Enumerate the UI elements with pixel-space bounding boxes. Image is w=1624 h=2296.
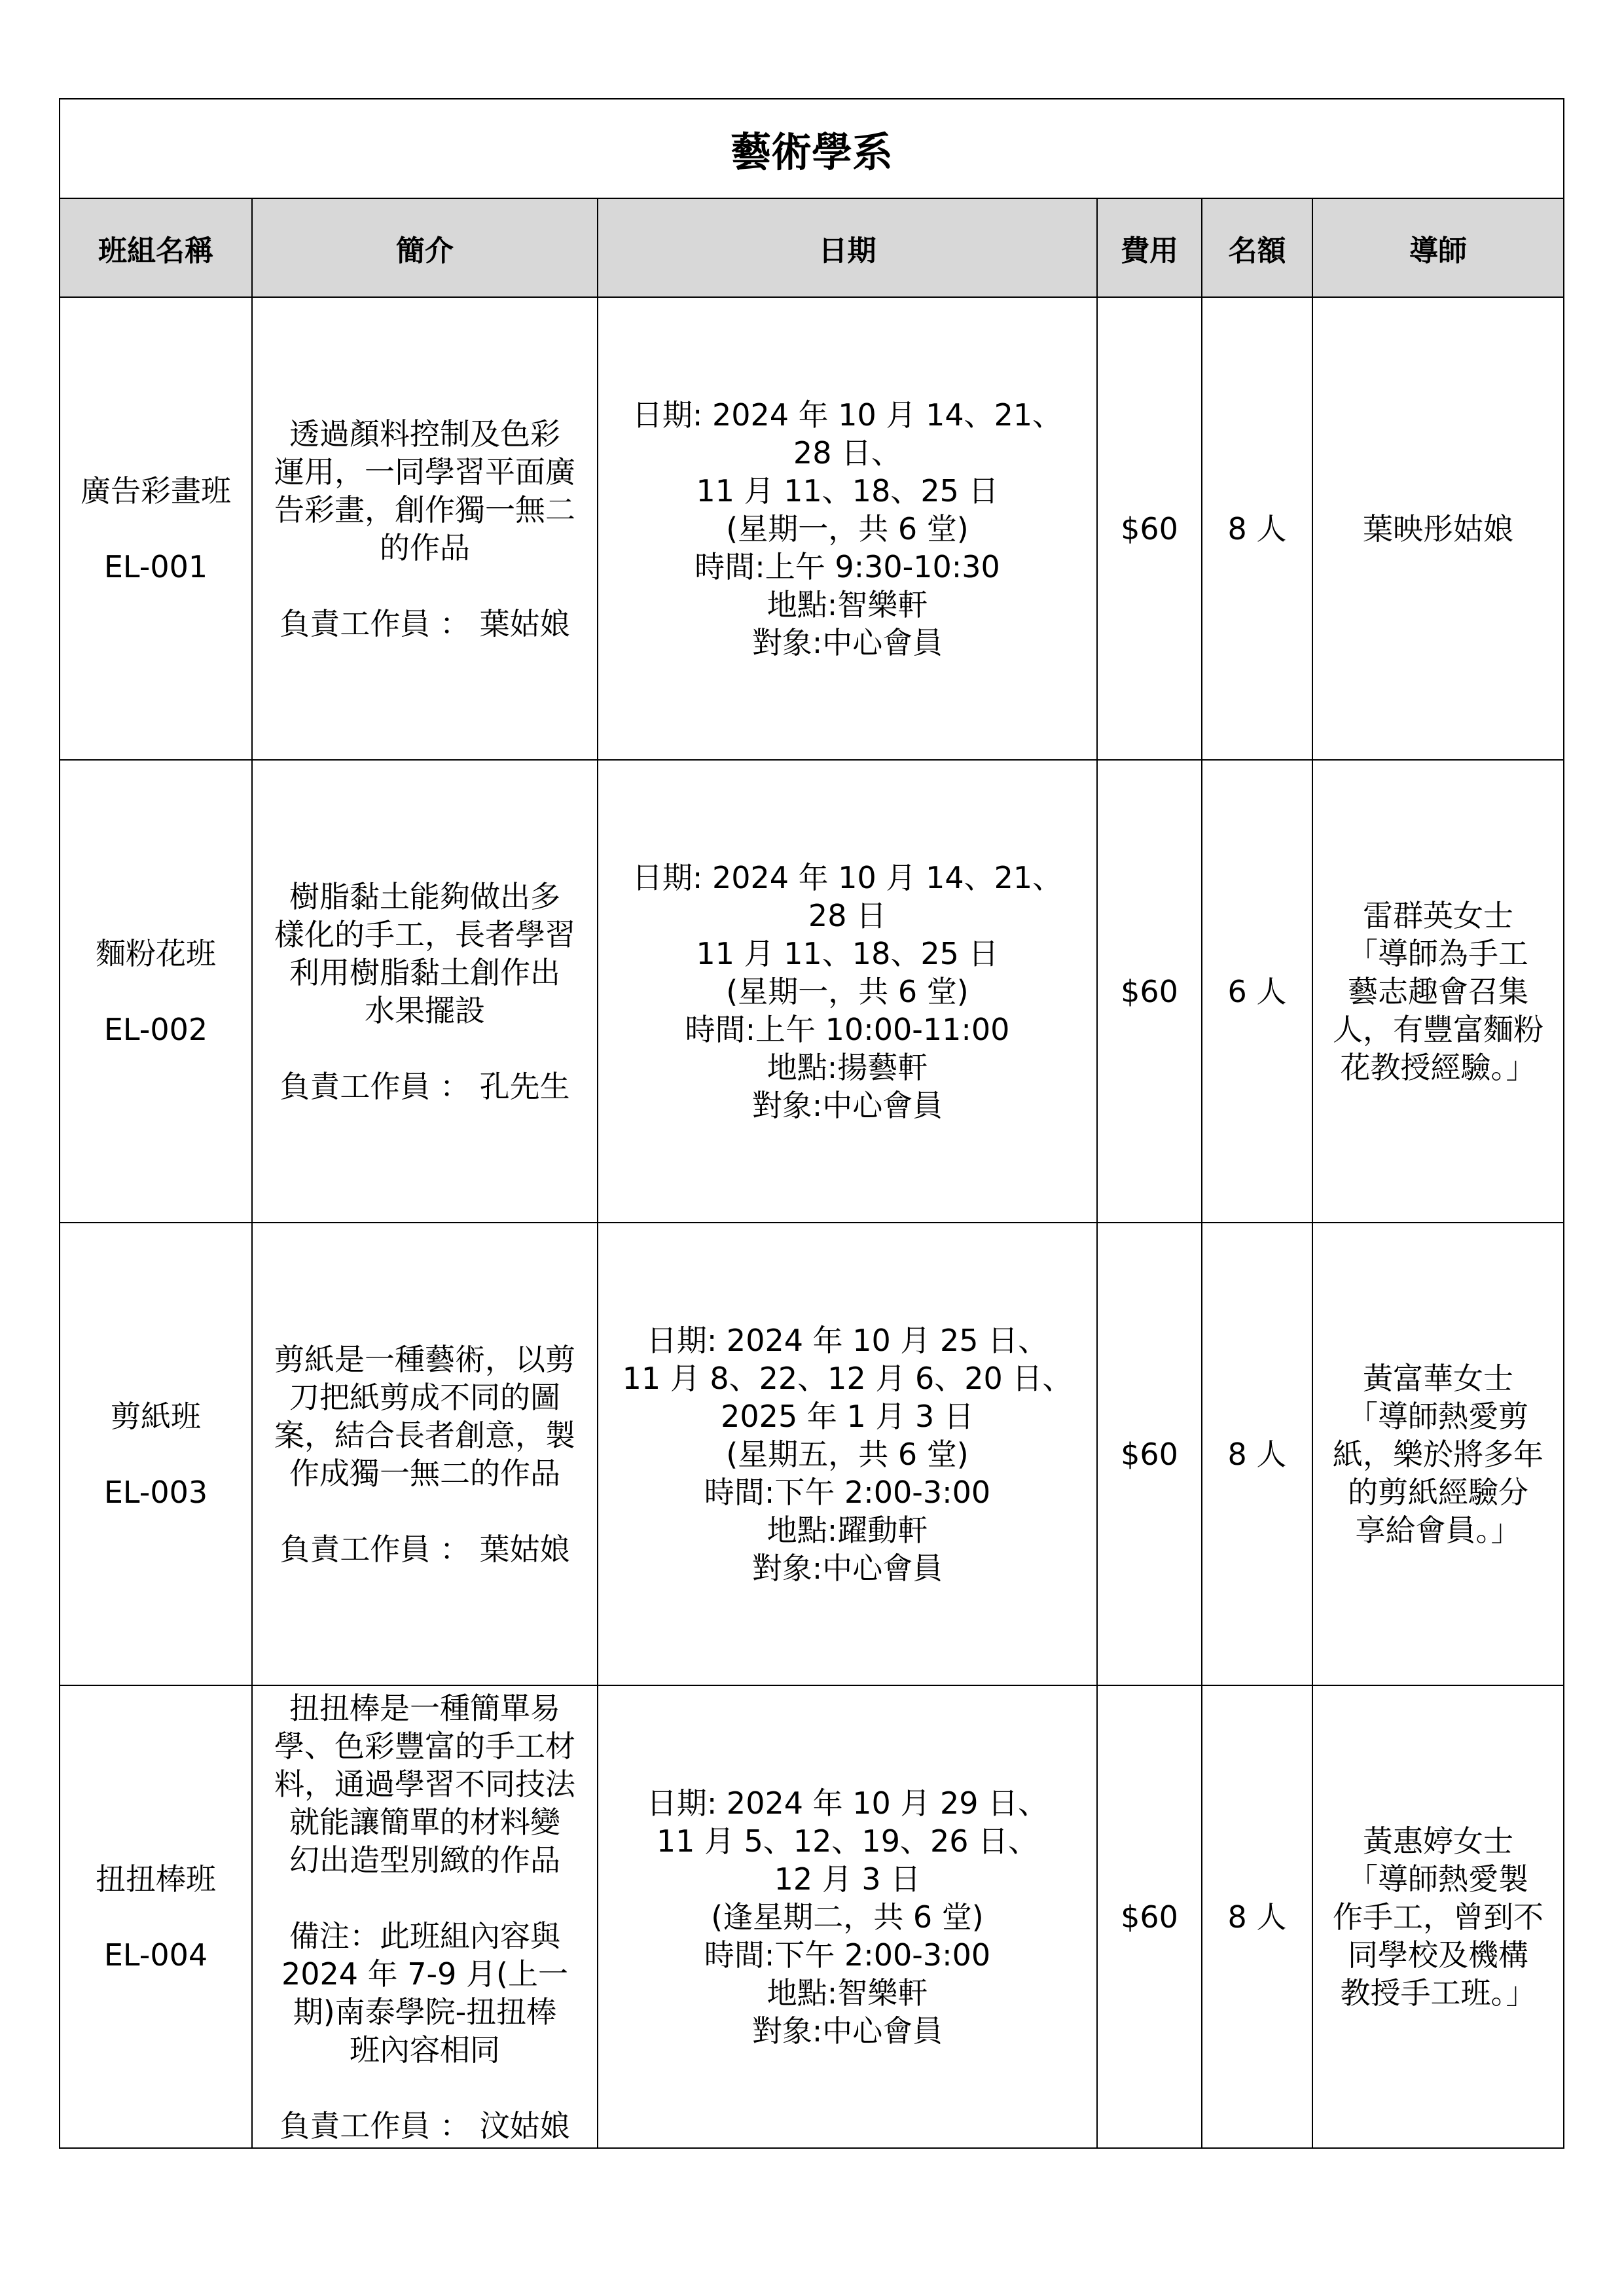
date-line: 12 月 3 日 bbox=[774, 1861, 921, 1897]
date-line: 對象:中心會員 bbox=[751, 624, 943, 660]
intro-line: 利用樹脂黏土創作出 bbox=[289, 954, 560, 990]
spacer bbox=[259, 567, 590, 605]
intro-cell bbox=[252, 1223, 598, 1685]
date-cell bbox=[598, 1223, 1097, 1685]
note-line: 備注：此班組內容與 bbox=[289, 1918, 560, 1954]
date-line: 時間:下午 2:00-3:00 bbox=[704, 1474, 991, 1510]
quota-cell: 8 人 bbox=[1202, 1223, 1312, 1685]
intro-cell bbox=[252, 760, 598, 1223]
note-line: 班內容相同 bbox=[350, 2032, 500, 2068]
staff-in-charge: 負責工作員 ： 孔先生 bbox=[280, 1068, 570, 1104]
date-line: 11 月 8、22、12 月 6、20 日、 bbox=[622, 1360, 1073, 1396]
date-line: 2025 年 1 月 3 日 bbox=[721, 1398, 974, 1434]
table-row bbox=[60, 1685, 1564, 2148]
spacer bbox=[67, 1435, 245, 1473]
spacer bbox=[67, 1898, 245, 1936]
class-name-cell bbox=[60, 1685, 252, 2148]
staff-in-charge: 負責工作員 ： 葉姑娘 bbox=[280, 1531, 570, 1567]
table-body bbox=[60, 297, 1564, 2148]
class-name: 剪紙班 bbox=[111, 1398, 201, 1434]
tutor-cell bbox=[1312, 297, 1564, 760]
intro-line: 案，結合長者創意，製 bbox=[274, 1417, 575, 1453]
date-line: 11 月 5、12、19、26 日、 bbox=[656, 1823, 1039, 1859]
class-code: EL-002 bbox=[103, 1011, 208, 1047]
intro-line: 水果擺設 bbox=[365, 992, 485, 1028]
tutor-cell bbox=[1312, 1685, 1564, 2148]
spacer bbox=[259, 1030, 590, 1067]
class-code: EL-004 bbox=[103, 1937, 208, 1973]
intro-line: 樣化的手工，長者學習 bbox=[274, 916, 575, 952]
class-name-cell bbox=[60, 297, 252, 760]
tutor-line: 葉映彤姑娘 bbox=[1363, 511, 1513, 547]
date-line: 11 月 11、18、25 日 bbox=[696, 935, 999, 971]
tutor-line: 藝志趣會召集 bbox=[1348, 973, 1528, 1009]
header-date: 日期 bbox=[598, 198, 1097, 297]
table-row bbox=[60, 760, 1564, 1223]
date-line: 地點:躍動軒 bbox=[767, 1512, 928, 1548]
intro-line: 學、色彩豐富的手工材 bbox=[274, 1728, 575, 1764]
date-line: 時間:下午 2:00-3:00 bbox=[704, 1937, 991, 1973]
fee-cell: $60 bbox=[1097, 297, 1202, 760]
intro-line: 扭扭棒是一種簡單易 bbox=[289, 1690, 560, 1726]
tutor-line: 「導師為手工 bbox=[1348, 935, 1528, 971]
class-code: EL-001 bbox=[103, 548, 208, 584]
tutor-line: 教授手工班。」 bbox=[1340, 1975, 1536, 2011]
intro-line: 樹脂黏土能夠做出多 bbox=[289, 878, 560, 914]
date-line: 28 日 bbox=[808, 897, 887, 933]
class-code: EL-003 bbox=[103, 1474, 208, 1510]
note-line: 期)南泰學院-扭扭棒 bbox=[293, 1994, 557, 2030]
fee-cell: $60 bbox=[1097, 760, 1202, 1223]
date-line: (逢星期二，共 6 堂) bbox=[711, 1899, 984, 1935]
date-line: 對象:中心會員 bbox=[751, 1550, 943, 1586]
date-line: 11 月 11、18、25 日 bbox=[696, 473, 999, 509]
spacer bbox=[67, 510, 245, 548]
date-cell bbox=[598, 1685, 1097, 2148]
intro-line: 的作品 bbox=[380, 529, 470, 565]
header-quota: 名額 bbox=[1202, 198, 1312, 297]
quota-cell: 6 人 bbox=[1202, 760, 1312, 1223]
header-intro: 簡介 bbox=[252, 198, 598, 297]
intro-line: 幻出造型別緻的作品 bbox=[289, 1842, 560, 1878]
tutor-cell bbox=[1312, 1223, 1564, 1685]
department-title: 藝術學系 bbox=[60, 99, 1564, 198]
tutor-line: 雷群英女士 bbox=[1363, 897, 1513, 933]
intro-cell bbox=[252, 297, 598, 760]
date-line: 對象:中心會員 bbox=[751, 1087, 943, 1123]
tutor-line: 黃富華女士 bbox=[1363, 1360, 1513, 1396]
note-line: 2024 年 7-9 月(上一 bbox=[281, 1956, 568, 1992]
tutor-line: 花教授經驗。」 bbox=[1340, 1049, 1536, 1085]
table-row bbox=[60, 297, 1564, 760]
spacer bbox=[259, 1879, 590, 1917]
intro-line: 作成獨一無二的作品 bbox=[289, 1455, 560, 1491]
class-name: 扭扭棒班 bbox=[96, 1861, 216, 1897]
date-line: 28 日、 bbox=[793, 435, 902, 471]
date-line: 時間:上午 9:30-10:30 bbox=[695, 548, 1000, 584]
intro-line: 就能讓簡單的材料變 bbox=[289, 1804, 560, 1840]
date-line: (星期五，共 6 堂) bbox=[726, 1436, 969, 1472]
date-line: 日期: 2024 年 10 月 25 日、 bbox=[646, 1322, 1049, 1358]
date-line: 時間:上午 10:00-11:00 bbox=[685, 1011, 1010, 1047]
date-line: (星期一，共 6 堂) bbox=[726, 973, 969, 1009]
tutor-line: 人，有豐富麵粉 bbox=[1333, 1011, 1543, 1047]
date-line: 日期: 2024 年 10 月 14、21、 bbox=[632, 397, 1063, 433]
class-name-cell bbox=[60, 760, 252, 1223]
class-name: 廣告彩畫班 bbox=[81, 473, 231, 509]
quota-cell: 8 人 bbox=[1202, 297, 1312, 760]
tutor-line: 享給會員。」 bbox=[1355, 1512, 1521, 1548]
header-row bbox=[60, 198, 1564, 297]
date-line: 地點:智樂軒 bbox=[767, 586, 928, 622]
date-line: (星期一，共 6 堂) bbox=[726, 511, 969, 547]
course-table bbox=[59, 98, 1564, 2149]
tutor-line: 同學校及機構 bbox=[1348, 1937, 1528, 1973]
spacer bbox=[259, 2069, 590, 2107]
date-line: 日期: 2024 年 10 月 29 日、 bbox=[646, 1785, 1049, 1821]
tutor-line: 的剪紙經驗分 bbox=[1348, 1474, 1528, 1510]
spacer bbox=[259, 1492, 590, 1530]
date-line: 日期: 2024 年 10 月 14、21、 bbox=[632, 859, 1063, 895]
date-cell bbox=[598, 760, 1097, 1223]
tutor-line: 「導師熱愛剪 bbox=[1348, 1398, 1528, 1434]
tutor-line: 作手工，曾到不 bbox=[1333, 1899, 1543, 1935]
header-fee: 費用 bbox=[1097, 198, 1202, 297]
date-line: 地點:智樂軒 bbox=[767, 1975, 928, 2011]
date-line: 對象:中心會員 bbox=[751, 2013, 943, 2049]
header-class-name: 班組名稱 bbox=[60, 198, 252, 297]
staff-in-charge: 負責工作員 ： 葉姑娘 bbox=[280, 605, 570, 641]
tutor-line: 紙，樂於將多年 bbox=[1333, 1436, 1543, 1472]
fee-cell: $60 bbox=[1097, 1223, 1202, 1685]
quota-cell: 8 人 bbox=[1202, 1685, 1312, 2148]
intro-line: 透過顏料控制及色彩 bbox=[289, 416, 560, 452]
intro-line: 料，通過學習不同技法 bbox=[274, 1766, 575, 1802]
table-row bbox=[60, 1223, 1564, 1685]
staff-in-charge: 負責工作員 ： 汶姑娘 bbox=[280, 2108, 570, 2144]
tutor-cell bbox=[1312, 760, 1564, 1223]
intro-line: 告彩畫，創作獨一無二 bbox=[274, 492, 575, 528]
intro-line: 刀把紙剪成不同的圖 bbox=[289, 1379, 560, 1415]
class-name-cell bbox=[60, 1223, 252, 1685]
intro-line: 剪紙是一種藝術，以剪 bbox=[274, 1341, 575, 1377]
tutor-line: 黃惠婷女士 bbox=[1363, 1823, 1513, 1859]
tutor-line: 「導師熱愛製 bbox=[1348, 1861, 1528, 1897]
intro-cell bbox=[252, 1685, 598, 2148]
fee-cell: $60 bbox=[1097, 1685, 1202, 2148]
spacer bbox=[67, 973, 245, 1011]
class-name: 麵粉花班 bbox=[96, 935, 216, 971]
date-cell bbox=[598, 297, 1097, 760]
date-line: 地點:揚藝軒 bbox=[767, 1049, 928, 1085]
header-tutor: 導師 bbox=[1312, 198, 1564, 297]
intro-line: 運用，一同學習平面廣 bbox=[274, 454, 575, 490]
